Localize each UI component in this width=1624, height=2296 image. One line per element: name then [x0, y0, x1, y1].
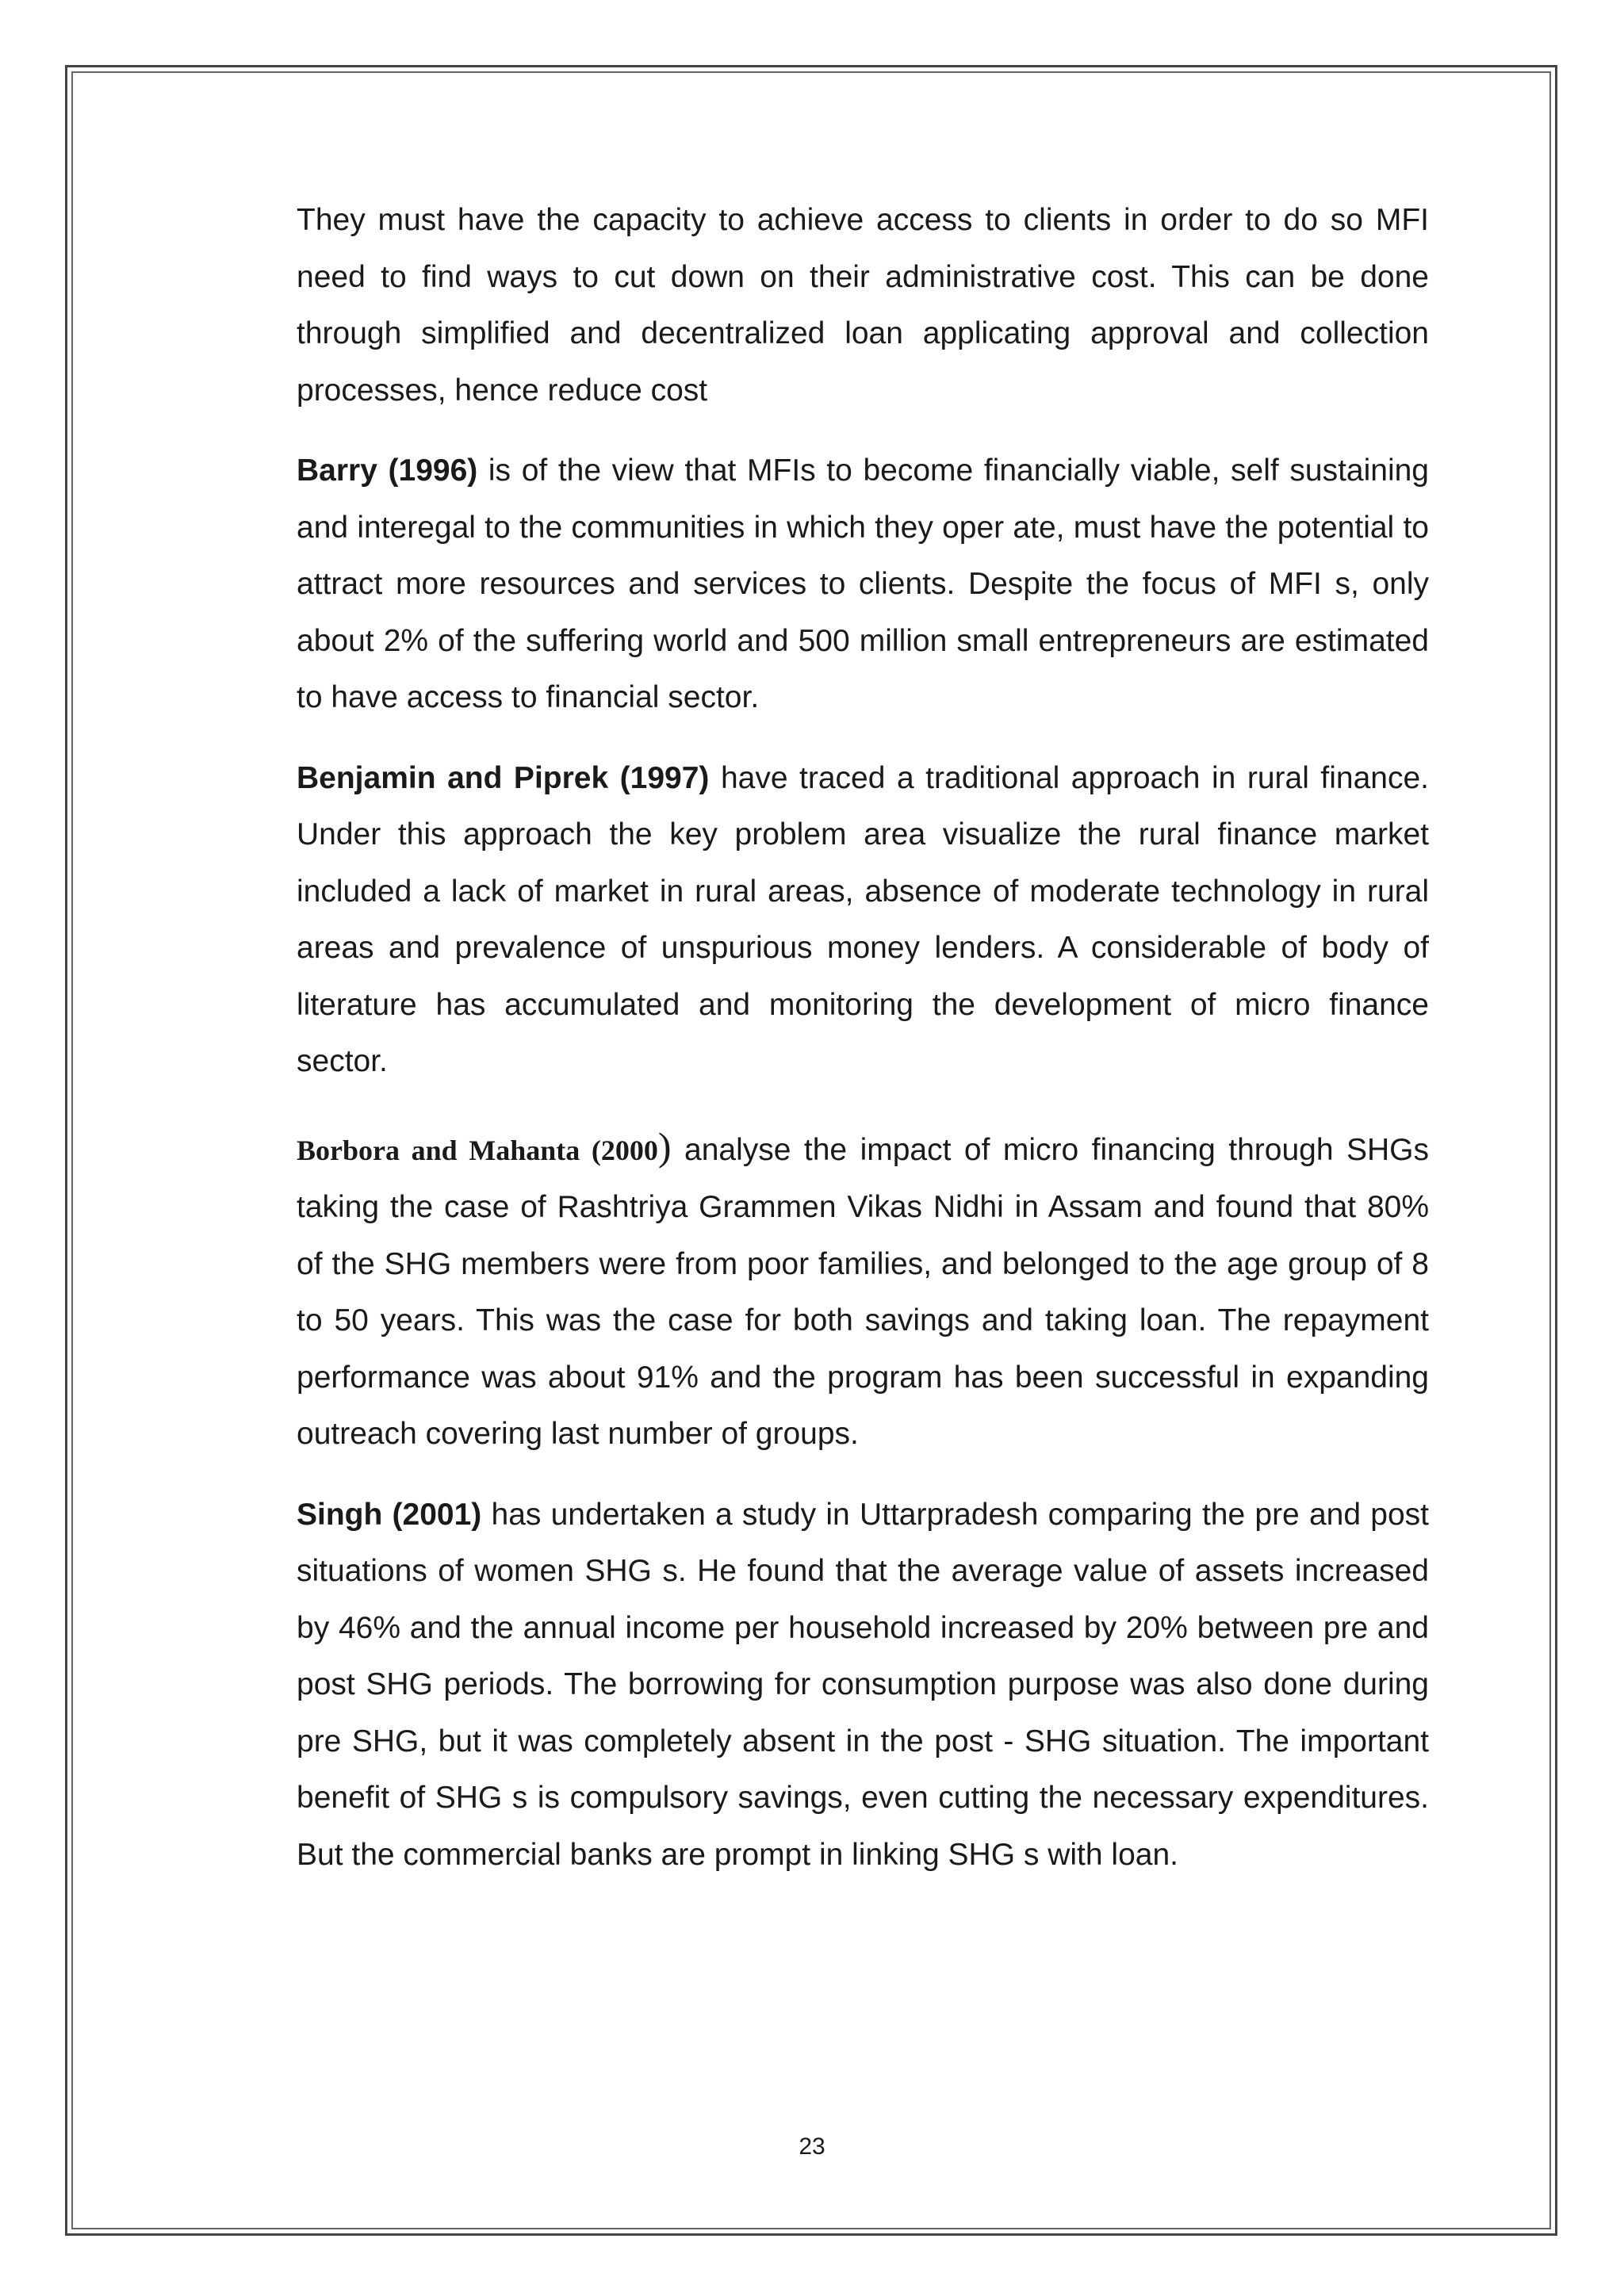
citation-author: Borbora and Mahanta (2000: [297, 1134, 658, 1166]
citation-author: Benjamin and Piprek (1997): [297, 760, 710, 795]
paragraph-text: They must have the capacity to achieve access to clients in order to do so MFI need to find ways to cut down on their administrative cost. This can be done through simplified and decentralized loan applicating approval and collection processes, hence reduce cost: [297, 203, 1429, 408]
document-body: [297, 192, 1429, 1907]
paragraph-text: analyse the impact of micro financing through SHGs taking the case of Rashtriya Grammen Vikas Nidhi in Assam and found that 80% of the SHG members were from poor families, and belonged to the age group of 8 to 50 years. This was the case for both savings and taking loan. The repayment performance was about 91% and the program has been successful in expanding outreach covering last number of groups.: [297, 1132, 1429, 1451]
paragraph-borbora-mahanta: [297, 1122, 1429, 1463]
paragraph-barry: [297, 442, 1429, 726]
paragraph-text: has undertaken a study in Uttarpradesh comparing the pre and post situations of women SHG s. He found that the average value of assets increased by 46% and the annual income per household increased by 20% between pre and post SHG periods. The borrowing for consumption purpose was also done during pre SHG, but it was completely absent in the post - SHG situation. The important benefit of SHG s is compulsory savings, even cutting the necessary expenditures. But the commercial banks are prompt in linking SHG s with loan.: [297, 1497, 1429, 1872]
citation-author: Barry (1996): [297, 453, 478, 488]
citation-author: Singh (2001): [297, 1497, 482, 1532]
paragraph-text: is of the view that MFIs to become financially viable, self sustaining and interegal to the communities in which they oper ate, must have the potential to attract more resources and services to clients. Despite the focus of MFI s, only about 2% of the suffering world and 500 million small entrepreneurs are estimated to have access to financial sector.: [297, 453, 1429, 714]
paragraph-benjamin-piprek: [297, 750, 1429, 1090]
citation-paren: ): [657, 1123, 672, 1169]
paragraph-text: have traced a traditional approach in rural finance. Under this approach the key problem area visualize the rural finance market included a lack of market in rural areas, absence of moderate technology in rural areas and prevalence of unspurious money lenders. A considerable of body of literature has accumulated and monitoring the development of micro finance sector.: [297, 760, 1429, 1078]
paragraph-singh: [297, 1487, 1429, 1884]
page-number: 23: [799, 2133, 825, 2160]
paragraph-administrative-cost: [297, 192, 1429, 419]
